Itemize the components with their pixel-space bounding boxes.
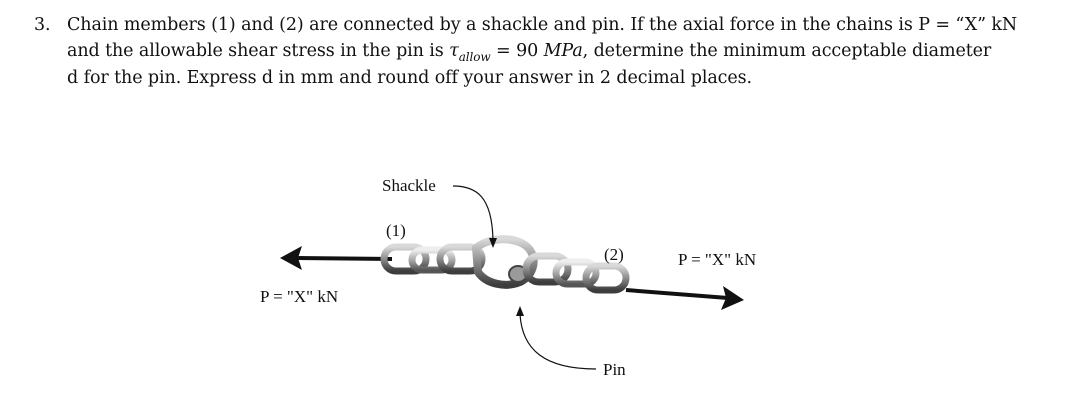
problem-line-2-b: = 90 [490, 41, 544, 61]
member-2-label: (2) [604, 245, 624, 264]
force-left-label: P = "X" kN [260, 287, 339, 306]
left-force-arrow [280, 246, 392, 270]
pin-label: Pin [603, 360, 626, 379]
tau-symbol: τ [449, 41, 459, 61]
shackle-label: Shackle [382, 176, 436, 195]
problem-line-3: d for the pin. Express d in mm and round off your answer in 2 decimal places. [67, 68, 752, 88]
tau-subscript: allow [458, 50, 491, 64]
problem-line-2-a: and the allowable shear stress in the pin is [67, 41, 450, 61]
mpa-unit: MPa [543, 41, 583, 61]
chain-member-1 [384, 247, 482, 271]
right-force-arrow [626, 286, 744, 310]
pin-leader [516, 306, 596, 369]
force-right-label: P = "X" kN [678, 250, 757, 269]
shackle-leader [453, 186, 497, 248]
problem-number: 3. [34, 15, 51, 35]
member-1-label: (1) [386, 221, 406, 240]
problem-line-2-c: , determine the minimum acceptable diameter [582, 41, 992, 61]
problem-line-1: Chain members (1) and (2) are connected by a shackle and pin. If the axial force in the chains is P = “X” kN [67, 15, 1018, 35]
